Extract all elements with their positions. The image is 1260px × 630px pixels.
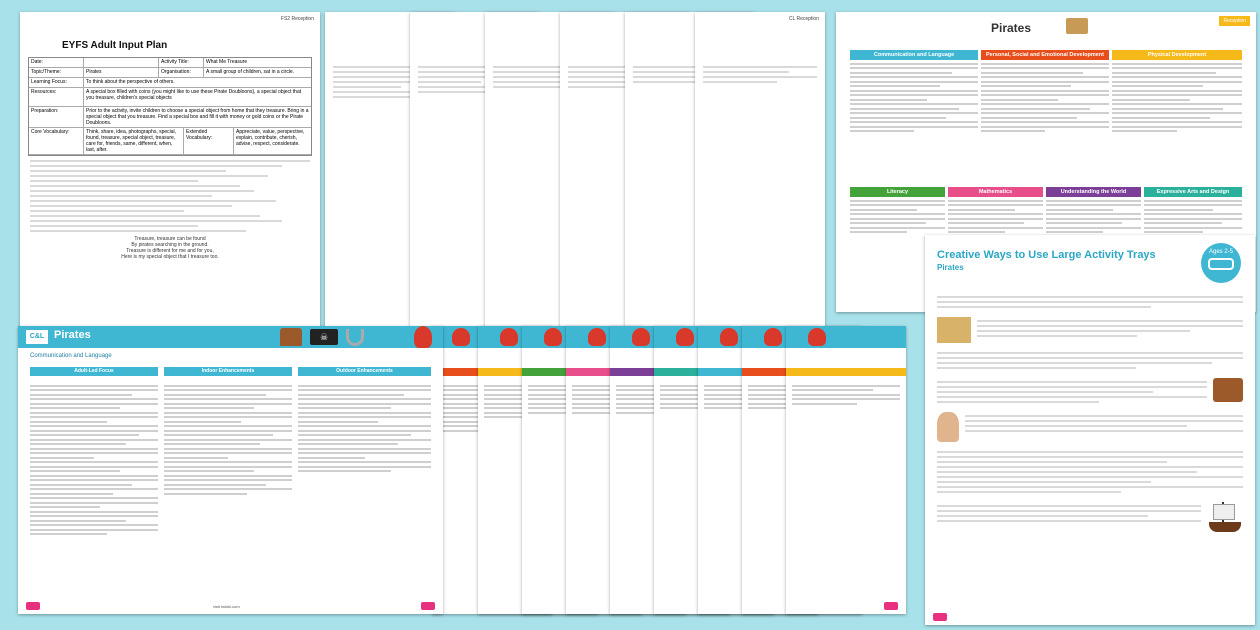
parrot-icon — [500, 328, 518, 346]
plan-cell: A small group of children, sat in a circle. — [206, 69, 295, 75]
parrot-icon — [720, 328, 738, 346]
activity-trays-page — [925, 235, 1255, 625]
column-header: Expressive Arts and Design — [1144, 187, 1242, 197]
twinkl-logo — [26, 602, 40, 610]
column-header: Physical Development — [1112, 50, 1242, 60]
treasure-map-icon — [1066, 18, 1088, 34]
tray-icon — [1208, 258, 1234, 270]
parrot-icon — [808, 328, 826, 346]
plan-cell: What Me Treasure — [206, 59, 248, 65]
trays-subtitle: Pirates — [937, 263, 964, 272]
parrot-icon — [414, 326, 432, 348]
column-header: Understanding the World — [1046, 187, 1141, 197]
poem-line: Treasure, treasure can be found — [134, 236, 206, 242]
summary-col-utw — [1046, 187, 1141, 197]
indoor-text — [164, 382, 292, 497]
twinkl-logo — [933, 613, 947, 621]
plan-cell: Pirates — [84, 68, 159, 77]
sand-tray-image — [937, 317, 971, 343]
parrot-icon — [452, 328, 470, 346]
summary-col-psed — [981, 50, 1109, 60]
plan-cell: Resources: — [29, 88, 84, 106]
pirate-flag-icon: ☠ — [310, 329, 338, 345]
plan-cell: Organisation: — [159, 68, 204, 77]
plan-poem — [20, 236, 320, 260]
plan-header-tag: FS2 Reception — [280, 16, 314, 22]
age-badge-label: Ages 2-5 — [1208, 249, 1233, 255]
column-header-indoor: Indoor Enhancements — [164, 367, 292, 376]
parrot-icon — [632, 328, 650, 346]
plan-title: EYFS Adult Input Plan — [62, 40, 168, 51]
outdoor-text — [298, 382, 431, 475]
plan-cell: Prior to the activity, invite children to choose a special object from home that they treasure. Bring in a special object that you treasure. Find a special box and fill it with money or gold coins or the Pirate Doubloons. — [86, 108, 309, 126]
summary-col-ead — [1144, 187, 1242, 197]
column-header: Mathematics — [948, 187, 1043, 197]
column-header: Personal, Social and Emotional Development — [981, 50, 1109, 60]
trays-body — [937, 293, 1243, 532]
adult-led-text — [30, 382, 158, 538]
cl-title: Pirates — [54, 329, 91, 341]
age-badge — [1201, 243, 1241, 283]
column-header: Communication and Language — [850, 50, 978, 60]
plan-cell: Preparation: — [29, 107, 84, 127]
pirate-boy-icon — [937, 412, 959, 442]
pirates-overview-title: Pirates — [991, 21, 1032, 35]
plan-cell: To think about the perspective of others. — [86, 79, 175, 85]
plan-cell: Date: — [29, 58, 84, 67]
pirate-ship-icon — [1207, 502, 1243, 532]
plan-cell: Topic/Theme: — [29, 68, 84, 77]
summary-col-pd — [1112, 50, 1242, 60]
treasure-chest-icon — [1213, 378, 1243, 402]
footer-link[interactable]: visit twinkl.com — [213, 604, 240, 609]
parrot-icon — [764, 328, 782, 346]
summary-col-cl — [850, 50, 978, 60]
twinkl-logo-right — [421, 602, 435, 610]
poem-line: By pirates searching in the ground. — [131, 242, 209, 248]
trays-title: Creative Ways to Use Large Activity Trays — [937, 249, 1156, 261]
column-header: Literacy — [850, 187, 945, 197]
parrot-icon — [544, 328, 562, 346]
plan-body-text — [30, 160, 310, 232]
column-header-outdoor: Outdoor Enhancements — [298, 367, 431, 376]
plan-cell: Activity Title: — [159, 58, 204, 67]
page-tag: CL Reception — [788, 16, 819, 22]
plan-table — [28, 57, 312, 156]
reception-tag: Reception — [1219, 16, 1250, 26]
communication-language-page — [18, 326, 443, 614]
plan-cell: Core Vocabulary: — [29, 128, 84, 154]
cl-tag: C&L — [26, 330, 48, 344]
plan-cell: Think, share, idea, photographs, special, found, treasure, special object, treasure, care for, friends, same, different, when, last, after. — [84, 128, 184, 154]
cl-subtitle: Communication and Language — [30, 353, 112, 359]
poem-line: Here is my special object that I treasure too. — [121, 254, 219, 260]
plan-cell: Appreciate, value, perspective, explain, contribute, cherish, advise, respect, considerate. — [236, 129, 305, 147]
summary-col-literacy — [850, 187, 945, 197]
column-header-adult-led: Adult-Led Focus — [30, 367, 158, 376]
poem-line: Treasure is different for me and for you, — [126, 248, 214, 254]
parrot-icon — [588, 328, 606, 346]
plan-cell: A special box filled with coins (you might like to use these Pirate Doubloons), a special object that you treasure, children's special objects — [86, 89, 302, 101]
parrot-icon — [676, 328, 694, 346]
plan-cell: Learning Focus: — [29, 78, 84, 87]
treasure-chest-icon — [280, 328, 302, 346]
adult-input-plan-page — [20, 12, 320, 334]
plan-page-cl — [695, 12, 825, 334]
fan-page-9 — [786, 326, 906, 614]
summary-col-maths — [948, 187, 1043, 197]
plan-cell: Extended Vocabulary: — [184, 128, 234, 154]
